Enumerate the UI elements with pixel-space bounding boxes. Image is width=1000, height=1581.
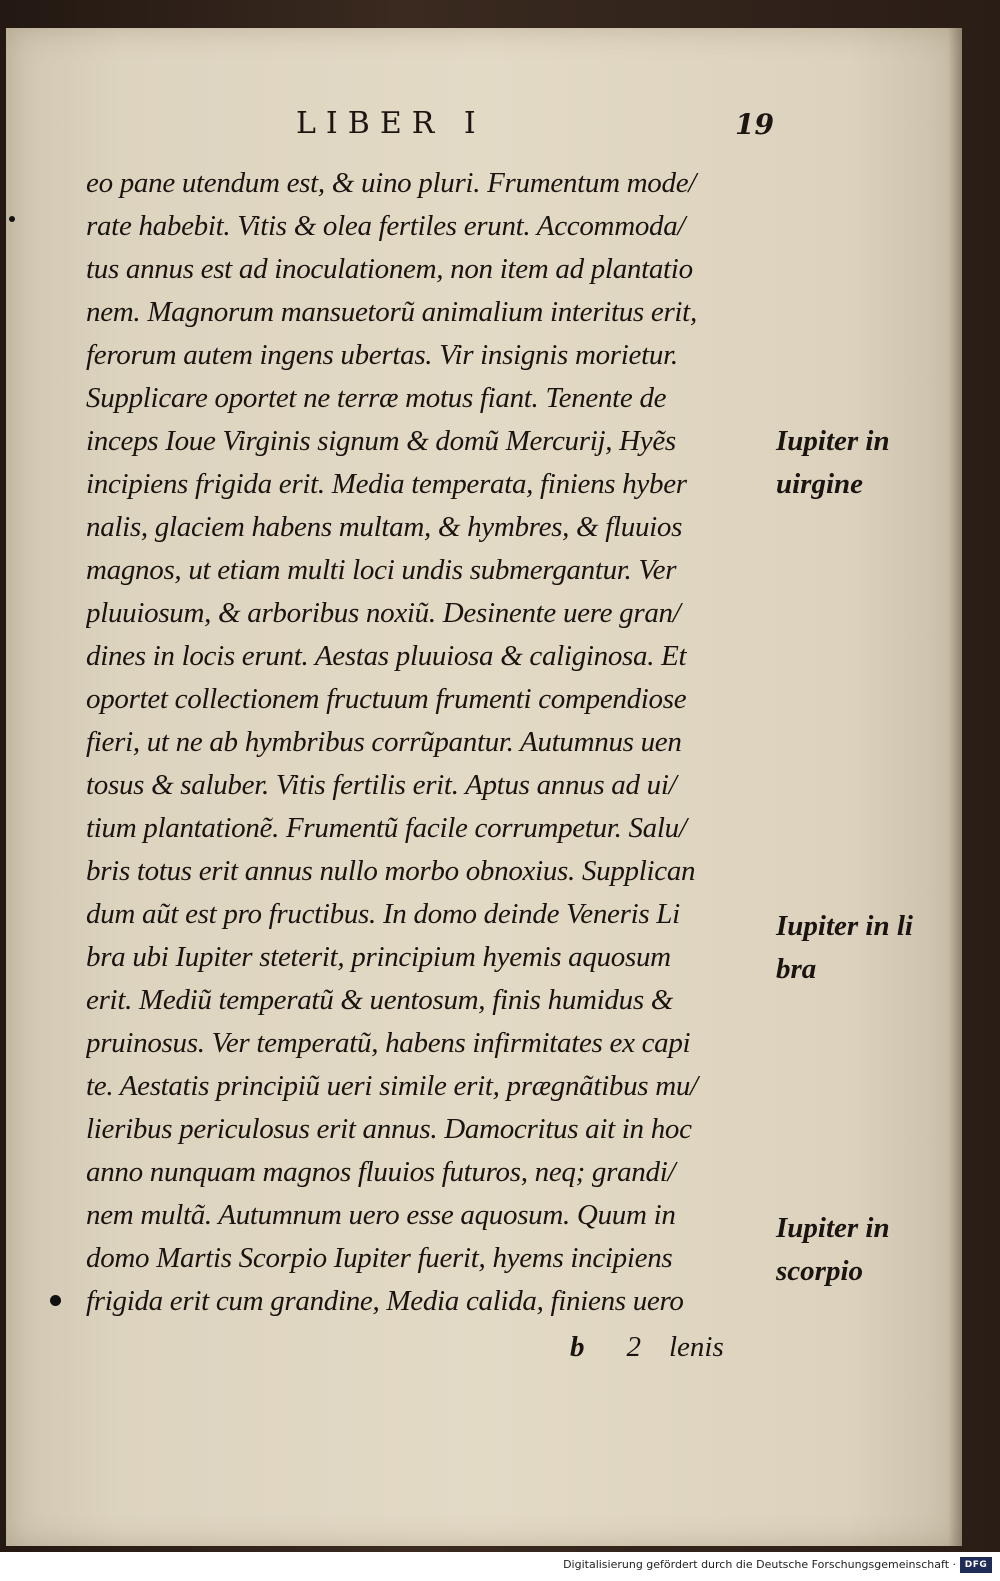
running-head: LIBER I <box>296 106 486 141</box>
marginal-note <box>776 1207 946 1293</box>
text-line: rate habebit. Vitis & olea fertiles erunt. Accommoda/ <box>86 210 686 242</box>
text-line: fieri, ut ne ab hymbribus corrũpantur. Autumnus uen <box>86 726 682 758</box>
text-line: eo pane utendum est, & uino pluri. Frumentum mode/ <box>86 167 697 199</box>
text-line: inceps Ioue Virginis signum & domũ Mercurij, Hyẽs <box>86 425 676 457</box>
marginal-note-line: bra <box>776 953 817 985</box>
marginal-note-line: Iupiter in li <box>776 910 913 942</box>
page-edge-shadow <box>948 28 962 1546</box>
text-line: bris totus erit annus nullo morbo obnoxius. Supplican <box>86 855 696 887</box>
catchline <box>570 1326 770 1369</box>
text-line: magnos, ut etiam multi loci undis submergantur. Ver <box>86 554 677 586</box>
text-line: pluuiosum, & arboribus noxiũ. Desinente uere gran/ <box>86 597 681 629</box>
text-line: tosus & saluber. Vitis fertilis erit. Aptus annus ad ui/ <box>86 769 677 801</box>
text-line: nem multã. Autumnum uero esse aquosum. Quum in <box>86 1199 676 1231</box>
dfg-logo: DFG <box>960 1557 992 1573</box>
text-line: anno nunquam magnos fluuios futuros, neq; grandi/ <box>86 1156 676 1188</box>
text-line: nem. Magnorum mansuetorũ animalium interitus erit, <box>86 296 697 328</box>
text-line: domo Martis Scorpio Iupiter fuerit, hyems incipiens <box>86 1242 673 1274</box>
text-line: ferorum autem ingens ubertas. Vir insignis morietur. <box>86 339 678 371</box>
signature-mark: b <box>570 1331 585 1363</box>
ink-dot-mark <box>9 216 15 222</box>
text-line: nalis, glaciem habens multam, & hymbres, & fluuios <box>86 511 683 543</box>
page-number: 19 <box>735 108 774 141</box>
marginal-note-line: Iupiter in <box>776 1212 890 1244</box>
marginal-note-line: Iupiter in <box>776 425 890 457</box>
body-text <box>86 162 776 1323</box>
signature-number: 2 <box>626 1331 641 1363</box>
text-line: lieribus periculosus erit annus. Damocritus ait in hoc <box>86 1113 692 1145</box>
text-line: bra ubi Iupiter steterit, principium hyemis aquosum <box>86 941 671 973</box>
text-line: erit. Mediũ temperatũ & uentosum, finis humidus & <box>86 984 674 1016</box>
text-line: dines in locis erunt. Aestas pluuiosa & caliginosa. Et <box>86 640 687 672</box>
digitization-credit: Digitalisierung gefördert durch die Deutsche Forschungsgemeinschaft · <box>563 1558 956 1571</box>
text-line: frigida erit cum grandine, Media calida, finiens uero <box>86 1285 684 1317</box>
marginal-note <box>776 420 946 506</box>
marginal-note-line: scorpio <box>776 1255 863 1287</box>
marginal-note-line: uirgine <box>776 468 864 500</box>
text-line: pruinosus. Ver temperatũ, habens infirmitates ex capi <box>86 1027 691 1059</box>
catchword: lenis <box>669 1331 724 1363</box>
text-line: tium plantationẽ. Frumentũ facile corrumpetur. Salu/ <box>86 812 687 844</box>
marginal-note <box>776 905 946 991</box>
ink-dot-mark <box>50 1295 61 1306</box>
text-line: te. Aestatis principiũ ueri simile erit, prægnãtibus mu/ <box>86 1070 698 1102</box>
text-line: incipiens frigida erit. Media temperata, finiens hyber <box>86 468 687 500</box>
text-line: tus annus est ad inoculationem, non item ad plantatio <box>86 253 693 285</box>
text-line: oportet collectionem fructuum frumenti compendiose <box>86 683 687 715</box>
text-line: dum aũt est pro fructibus. In domo deinde Veneris Li <box>86 898 680 930</box>
text-line: Supplicare oportet ne terræ motus fiant. Tenente de <box>86 382 667 414</box>
